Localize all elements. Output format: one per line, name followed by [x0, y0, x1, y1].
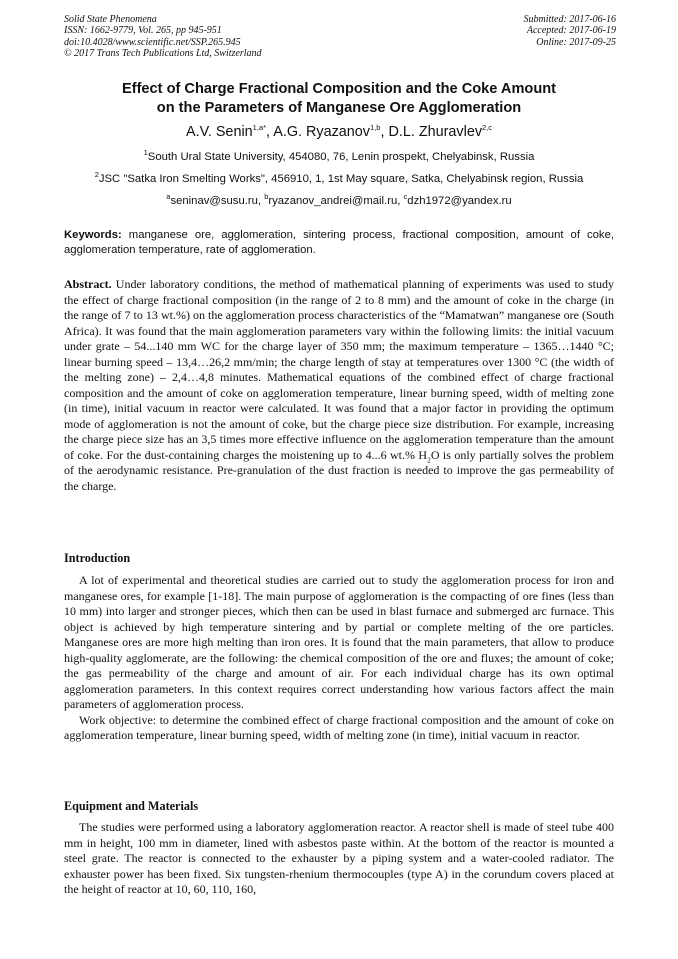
introduction-paragraph-2: Work objective: to determine the combined effect of charge fractional composition and the amount of coke on agglomeration temperature, linear burning speed, width of melting zone (in time), initial vacuum in reactor.	[64, 712, 614, 742]
email-a-marker: a	[166, 192, 171, 202]
author-2: A.G. Ryazanov	[273, 124, 370, 140]
abstract-label: Abstract.	[64, 277, 112, 291]
journal-issn: ISSN: 1662-9779, Vol. 265, pp 945-951	[64, 25, 222, 37]
affiliation-2-text: JSC "Satka Iron Smelting Works", 456910, 1, 1st May square, Satka, Chelyabinsk region, Russia	[98, 173, 584, 185]
author-3-affiliation: 2,c	[482, 123, 493, 133]
journal-info	[64, 14, 262, 59]
author-1: A.V. Senin	[185, 124, 253, 140]
abstract-section	[64, 277, 614, 494]
equipment-heading: Equipment and Materials	[64, 799, 199, 813]
keywords-section	[64, 228, 614, 258]
author-list	[64, 123, 614, 141]
author-separator: ,	[380, 124, 389, 140]
accepted-date: Accepted: 2017-06-19	[526, 25, 616, 37]
author-emails	[40, 194, 638, 208]
paper-title	[64, 80, 614, 118]
affiliation-2	[40, 172, 638, 186]
email-c[interactable]: dzh1972@yandex.ru	[407, 195, 512, 207]
keywords-text: manganese ore, agglomeration, sintering process, fractional composition, amount of coke, agglomeration temperature, rate of agglomeration.	[64, 229, 614, 256]
email-a[interactable]: seninav@susu.ru,	[170, 195, 265, 207]
submitted-date: Submitted: 2017-06-16	[523, 14, 616, 25]
abstract-text-2: O is only partially solves the problem of the aerodynamic resistance. Pre-granulation of the dust fraction is needed to improve the gas permeability of the charge.	[64, 447, 614, 493]
affiliation-2-marker: 2	[94, 170, 99, 180]
submission-dates	[524, 14, 617, 48]
author-3: D.L. Zhuravlev	[388, 124, 483, 140]
journal-name: Solid State Phenomena	[64, 14, 157, 25]
affiliation-1-text: South Ural State University, 454080, 76, Lenin prospekt, Chelyabinsk, Russia	[147, 151, 535, 163]
email-c-marker: c	[403, 192, 408, 202]
affiliation-1	[40, 150, 638, 164]
paper-title-line-2: on the Parameters of Manganese Ore Agglomeration	[156, 100, 522, 116]
paper-title-line-1: Effect of Charge Fractional Composition and the Coke Amount	[121, 81, 557, 97]
affiliation-1-marker: 1	[143, 148, 148, 158]
keywords-label: Keywords:	[64, 229, 122, 241]
introduction-heading: Introduction	[64, 551, 131, 565]
author-separator: ,	[266, 124, 274, 140]
email-b[interactable]: ryazanov_andrei@mail.ru,	[268, 195, 404, 207]
author-2-affiliation: 1,b	[370, 123, 381, 133]
abstract-text-1: Under laboratory conditions, the method of mathematical planning of experiments was used to study the effect of charge fractional composition (in the range of 2 to 8 mm) and the amount of coke in the charge (in the range of 7 to 13 wt.%) on the agglomeration process characteristics of the “Mamatwan” manganese ore (South Africa). It was found that the main agglomeration parameters vary within the following limits: the initial vacuum under grate – 54...140 mm WC for the charge layer of 350 mm; the maximum temperature – 1365…1440 °C; linear burning speed – 13,4…26,2 mm/min; the charge length of stay at temperatures over 1300 °C (the width of the melting zone) – 2,4…4,8 minutes. Mathematical equations of the combined effect of charge fractional composition and the amount of coke on agglomeration temperature, linear burning speed, width of melting zone (in time), initial vacuum in reactor were calculated. It was found that a major factor in providing the optimum mode of agglomeration is not the amount of coke, but the charge piece size distribution. For example, increasing the charge piece size has an 3,5 times more effective influence on the agglomeration temperature than the amount of coke. For the dust-containing charges the moistening up to 4...6 wt.% H	[64, 277, 614, 462]
journal-copyright: © 2017 Trans Tech Publications Ltd, Switzerland	[64, 47, 262, 59]
introduction-body	[64, 573, 614, 744]
introduction-paragraph-1: A lot of experimental and theoretical studies are carried out to study the agglomeration process for iron and manganese ores, for example [1-18]. The main purpose of agglomeration is the compacting of ore fines (less than 10 mm) into larger and stronger pieces, which then can be used in blast furnace and submerged arc furnace. This object is achieved by high temperature sintering and by partial or complete melting of the ore particles. Manganese ores are more high melting than iron ores. It is found that the main parameters, that allow to produce high-quality agglomerate, are the following: the chemical composition of the ore and fluxes; the amount of coke; the gas permeability of the charge and amount of air. For each individual charge has its own optimal agglomeration parameters. In this context requires correct understanding how various factors affect the main parameters of agglomeration process.	[64, 573, 614, 711]
journal-doi: doi:10.4028/www.scientific.net/SSP.265.945	[64, 36, 241, 48]
equipment-paragraph-1: The studies were performed using a laboratory agglomeration reactor. A reactor shell is made of steel tube 400 mm in height, 100 mm in diameter, lined with asbestos paste within. At the bottom of the reactor is mounted a steel grate. The reactor is connected to the exhauster by a piping system and a water-cooled radiator. The exhauster power has been fixed. Six tungsten-rhenium thermocouples (type A) in the corundum covers placed at the height of reactor at 10, 60, 110, 160,	[64, 820, 614, 896]
abstract-subscript: 2	[427, 454, 431, 464]
author-1-affiliation: 1,a*	[252, 123, 267, 133]
email-b-marker: b	[264, 192, 269, 202]
equipment-body	[64, 820, 614, 898]
online-date: Online: 2017-09-25	[536, 36, 616, 48]
